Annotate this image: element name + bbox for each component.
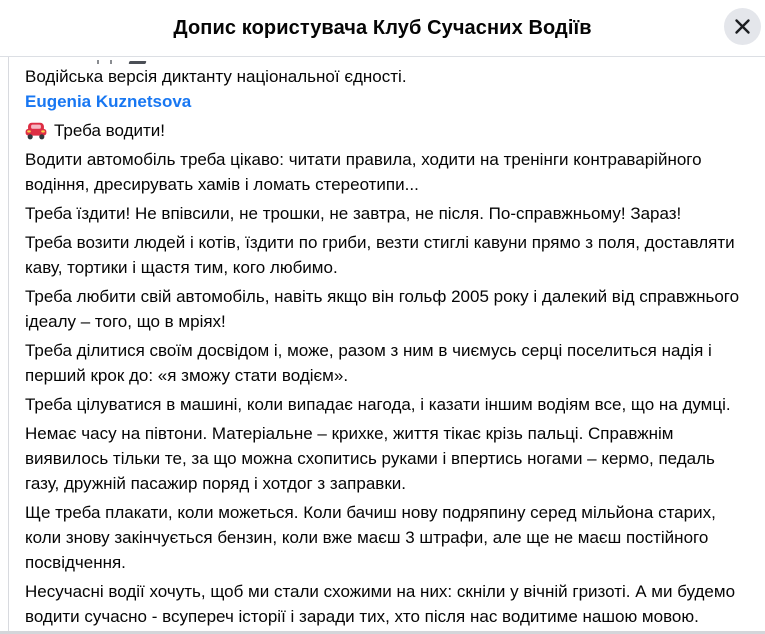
post-paragraph: Немає часу на півтони. Матеріальне – крихке, життя тікає крізь пальці. Справжнім виявилось тільки те, за що можна схопитись руками і впертись ногами – кермо, педаль газу, дружній пасажир поряд і хотдог з заправки. (25, 424, 715, 493)
post-paragraph: Ще треба плакати, коли можеться. Коли бачиш нову подряпину серед мільйона старих, коли знову закінчується бензин, коли вже маєш 3 штрафи, але ще не маєш постійного посвідчення. (25, 503, 716, 572)
post-paragraph: Треба ділитися своїм досвідом і, може, разом з ним в чиємусь серці поселиться надія і перший крок до: «я зможу стати водієм». (25, 341, 712, 385)
post-intro-text: Водійська версія диктанту національної єдності. (25, 67, 407, 86)
post-paragraph: Треба цілуватися в машині, коли випадає нагода, і казати іншим водіям все, що на думці. (25, 395, 731, 414)
post-paragraph: Несучасні водії хочуть, щоб ми стали схожими на них: скніли у вічній гризоті. А ми будемо водити сучасно - всупереч історії і заради тих, хто після нас водитиме нашою мовою. (25, 582, 736, 626)
post-paragraph: Треба возити людей і котів, їздити по гриби, везти стиглі кавуни прямо з поля, доставляти каву, тортики і щастя тим, кого любимо. (25, 233, 735, 277)
close-button[interactable] (724, 8, 761, 45)
dialog-title: Допис користувача Клуб Сучасних Водіїв (173, 16, 592, 39)
tagged-user-link[interactable]: Eugenia Kuznetsova (25, 92, 192, 111)
clipped-text-fragments (25, 59, 745, 64)
post-card (8, 57, 765, 634)
post-paragraphs (25, 147, 745, 629)
post-emoji-text: Треба водити! (54, 121, 166, 140)
post-intro (25, 64, 745, 114)
post-paragraph: Треба їздити! Не впівсили, не трошки, не завтра, не після. По-справжньому! Зараз! (25, 204, 682, 223)
post-emoji-line (25, 118, 745, 143)
red-car-emoji-icon (25, 122, 47, 140)
dialog-header (0, 0, 765, 57)
close-icon (734, 18, 751, 35)
post-paragraph: Водити автомобіль треба цікаво: читати правила, ходити на тренінги контраварійного водіння, дресирувать хамів і ломать стереотипи... (25, 150, 702, 194)
post-paragraph: Треба любити свій автомобіль, навіть якщо він гольф 2005 року і далекий від справжнього ідеалу – того, що в мріях! (25, 287, 740, 331)
